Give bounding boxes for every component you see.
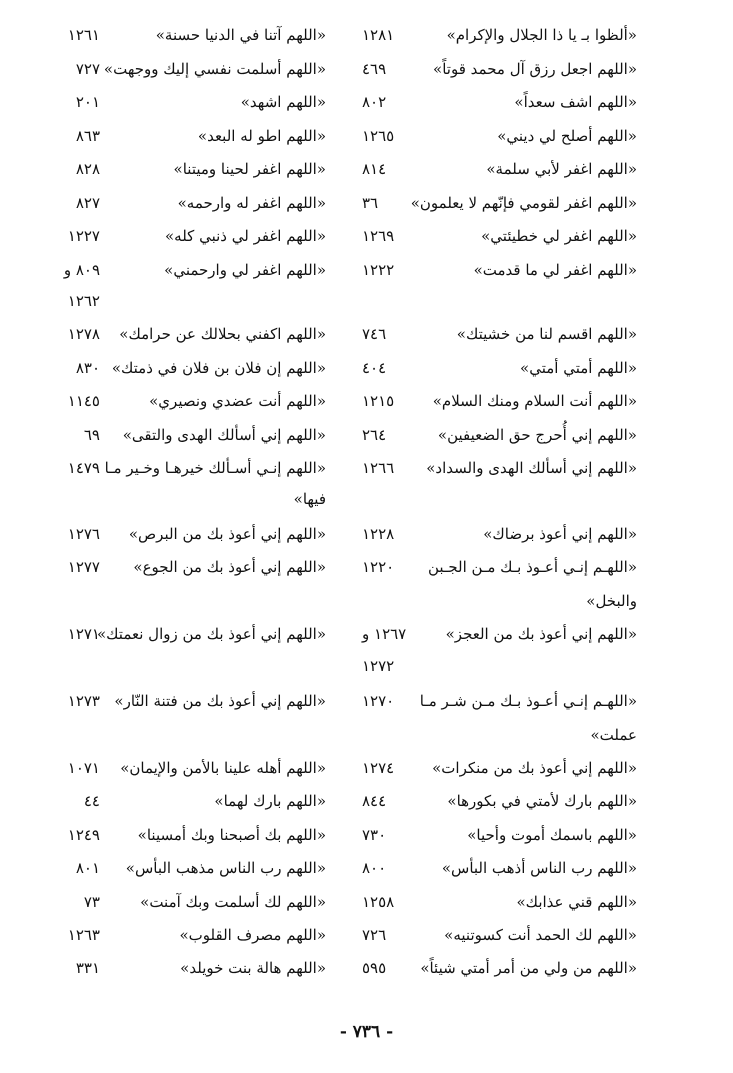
index-row: [0, 18, 733, 52]
entry-number-left: ١٢٧٣: [67, 692, 100, 710]
entry-text-right: «اللهم إني أعوذ بك من العجز»: [445, 625, 637, 643]
entry-number-left: ٨٠٩ و: [63, 261, 100, 279]
entry-number-left: ٧٣: [83, 893, 100, 911]
entry-number-left: ٢٠١: [75, 93, 100, 111]
page-number: - ٧٣٦ -: [339, 1022, 394, 1042]
entry-text-right: «اللهم أنت السلام ومنك السلام»: [432, 392, 637, 410]
entry-text-continuation: فيها»: [293, 490, 326, 508]
entry-number-right: ١٢٧٢: [362, 657, 395, 675]
entry-text-left: «اللهم بك أصبحنا وبك أمسينا»: [137, 826, 326, 844]
entry-text-left: «اللهم اغفر لي وارحمني»: [164, 261, 326, 279]
entry-text-right: «اللهم اغفر لي خطيئتي»: [481, 227, 637, 245]
index-row: [0, 784, 733, 818]
index-row: [0, 885, 733, 919]
entry-text-left: «اللهم إني أعوذ بك من الجوع»: [133, 558, 326, 576]
entry-text-right: «اللهم اجعل رزق آل محمد قوتاً»: [433, 60, 637, 78]
entry-text-right: «اللهم من ولي من أمر أمتي شيئاً»: [420, 959, 637, 977]
entry-number-right: ٤٠٤: [362, 359, 387, 377]
entry-text-right: «اللهم باسمك أموت وأحيا»: [467, 826, 637, 844]
entry-text-left: «اللهم رب الناس مذهب البأس»: [125, 859, 326, 877]
entry-number-left: ٨٠١: [75, 859, 100, 877]
index-row: [0, 550, 733, 584]
entry-number-left: ١٢٦٣: [67, 926, 100, 944]
entry-text-left: «اللهم إن فلان بن فلان في ذمتك»: [111, 359, 326, 377]
entry-number-left: ١٢٧٧: [67, 558, 100, 576]
entry-number-left: ١٢٧١: [67, 625, 100, 643]
entry-number-left: ١٠٧١: [67, 759, 100, 777]
index-row: [0, 584, 733, 618]
entry-text-left: «اللهم إني أعوذ بك من البرص»: [128, 525, 326, 543]
index-row: [0, 684, 733, 718]
entry-text-left: «اللهم اكفني بحلالك عن حرامك»: [119, 325, 326, 343]
entry-text-left: «اللهم اغفر لي ذنبي كله»: [164, 227, 326, 245]
entry-text-right: «اللهـم إنـي أعـوذ بـك مـن الجـبن: [427, 558, 637, 576]
index-row: [0, 517, 733, 551]
entry-text-left: «اللهم إنـي أسـألك خيرهـا وخـير مـا: [104, 459, 326, 477]
entry-text-left: «اللهم اطو له البعد»: [197, 127, 326, 145]
index-row: [0, 351, 733, 385]
entry-text-right: «اللهم اغفر لي ما قدمت»: [473, 261, 637, 279]
entry-number-left: ٦٩: [83, 426, 100, 444]
index-row: [0, 317, 733, 351]
entry-number-right: ٧٣٠: [362, 826, 387, 844]
entry-text-right: «اللهم قني عذابك»: [516, 893, 637, 911]
entry-number-right: ١٢٦٥: [362, 127, 395, 145]
entry-number-right: ٥٩٥: [362, 959, 387, 977]
entry-number-left: ١٢٤٩: [67, 826, 100, 844]
entry-number-right: ٤٦٩: [362, 60, 387, 78]
index-row: [0, 617, 733, 651]
index-row: [0, 52, 733, 86]
index-row: [0, 451, 733, 485]
entry-text-right: «اللهـم إنـي أعـوذ بـك مـن شـر مـا: [419, 692, 637, 710]
entry-number-right: ٧٢٦: [362, 926, 387, 944]
entry-text-left: «اللهم اشهد»: [240, 93, 326, 111]
entry-number-left: ١٢٦١: [67, 26, 100, 44]
entry-number-right: ٧٤٦: [362, 325, 387, 343]
entry-text-continuation: والبخل»: [586, 592, 637, 610]
entry-text-continuation: عملت»: [590, 726, 637, 744]
index-row: [0, 152, 733, 186]
index-row: [0, 951, 733, 985]
entry-text-right: «اللهم إني أُحرج حق الضعيفين»: [437, 426, 637, 444]
entry-number-left: ١١٤٥: [67, 392, 100, 410]
entry-text-right: «اللهم اقسم لنا من خشيتك»: [456, 325, 637, 343]
entry-text-left: «اللهم إني أعوذ بك من زوال نعمتك»: [96, 625, 326, 643]
entry-text-left: «اللهم أنت عضدي ونصيري»: [149, 392, 326, 410]
entry-number-right: ١٢٦٦: [362, 459, 395, 477]
entry-number-right: ٨٠٢: [362, 93, 387, 111]
index-row: [0, 818, 733, 852]
entry-number-left: ٨٦٣: [75, 127, 100, 145]
entry-number-right: ١٢٦٩: [362, 227, 395, 245]
index-row: [0, 253, 733, 287]
index-row: [0, 482, 733, 516]
entry-number-left: ٨٣٠: [75, 359, 100, 377]
index-row: [0, 119, 733, 153]
entry-number-right: ١٢٢٨: [362, 525, 395, 543]
entry-number-right: ٣٦: [362, 194, 379, 212]
index-row: [0, 219, 733, 253]
entry-number-left: ٣٣١: [75, 959, 100, 977]
entry-text-right: «اللهم أمتي أمتي»: [520, 359, 637, 377]
entry-number-left: ١٤٧٩: [67, 459, 100, 477]
entry-text-right: «اللهم إني أسألك الهدى والسداد»: [426, 459, 637, 477]
entry-text-right: «اللهم إني أعوذ برضاك»: [483, 525, 637, 543]
entry-number-left: ٨٢٨: [75, 160, 100, 178]
index-row: [0, 751, 733, 785]
entry-number-right: ١٢٧٠: [362, 692, 395, 710]
entry-text-right: «ألظوا بـ يا ذا الجلال والإكرام»: [446, 26, 637, 44]
entry-text-right: «اللهم إني أعوذ بك من منكرات»: [432, 759, 637, 777]
entry-text-left: «اللهم اغفر لحينا وميتنا»: [173, 160, 326, 178]
entry-text-right: «اللهم اغفر لأبي سلمة»: [486, 160, 637, 178]
entry-number-left: ١٢٦٢: [67, 292, 100, 310]
entry-text-right: «اللهم بارك لأمتي في بكورها»: [447, 792, 637, 810]
entry-number-right: ١٢٢٠: [362, 558, 395, 576]
entry-text-right: «اللهم اغفر لقومي فإنّهم لا يعلمون»: [410, 194, 637, 212]
index-row: [0, 649, 733, 683]
entry-number-right: ٨١٤: [362, 160, 387, 178]
index-row: [0, 918, 733, 952]
entry-text-left: «اللهم أسلمت نفسي إليك ووجهت»: [103, 60, 326, 78]
entry-text-right: «اللهم أصلح لي ديني»: [497, 127, 637, 145]
entry-text-left: «اللهم بارك لهما»: [214, 792, 326, 810]
index-row: [0, 851, 733, 885]
entry-text-left: «اللهم اغفر له وارحمه»: [177, 194, 326, 212]
entry-text-right: «اللهم اشف سعداً»: [514, 93, 637, 111]
entry-number-left: ١٢٧٨: [67, 325, 100, 343]
entry-text-left: «اللهم أهله علينا بالأمن والإيمان»: [120, 759, 326, 777]
entry-number-left: ٨٢٧: [75, 194, 100, 212]
entry-number-right: ٨٠٠: [362, 859, 387, 877]
index-row: [0, 186, 733, 220]
index-row: [0, 284, 733, 318]
entry-number-right: ١٢١٥: [362, 392, 395, 410]
index-row: [0, 85, 733, 119]
entry-number-right: ١٢٦٧ و: [362, 625, 407, 643]
entry-text-left: «اللهم إني أسألك الهدى والتقى»: [122, 426, 326, 444]
entry-text-right: «اللهم رب الناس أذهب البأس»: [441, 859, 637, 877]
index-row: [0, 418, 733, 452]
entry-number-right: ١٢٢٢: [362, 261, 395, 279]
entry-number-left: ٧٢٧: [75, 60, 100, 78]
entry-text-left: «اللهم هالة بنت خويلد»: [180, 959, 326, 977]
entry-number-left: ١٢٢٧: [67, 227, 100, 245]
entry-number-right: ١٢٥٨: [362, 893, 395, 911]
entry-number-right: ١٢٨١: [362, 26, 395, 44]
entry-number-right: ٨٤٤: [362, 792, 387, 810]
entry-text-left: «اللهم آتنا في الدنيا حسنة»: [155, 26, 326, 44]
entry-text-left: «اللهم مصرف القلوب»: [179, 926, 326, 944]
entry-number-right: ١٢٧٤: [362, 759, 395, 777]
index-row: [0, 384, 733, 418]
entry-number-left: ١٢٧٦: [67, 525, 100, 543]
entry-text-left: «اللهم إني أعوذ بك من فتنة النّار»: [114, 692, 326, 710]
entry-number-left: ٤٤: [83, 792, 100, 810]
index-row: [0, 718, 733, 752]
entry-number-right: ٢٦٤: [362, 426, 387, 444]
entry-text-left: «اللهم لك أسلمت وبك آمنت»: [140, 893, 326, 911]
entry-text-right: «اللهم لك الحمد أنت كسوتنيه»: [444, 926, 637, 944]
